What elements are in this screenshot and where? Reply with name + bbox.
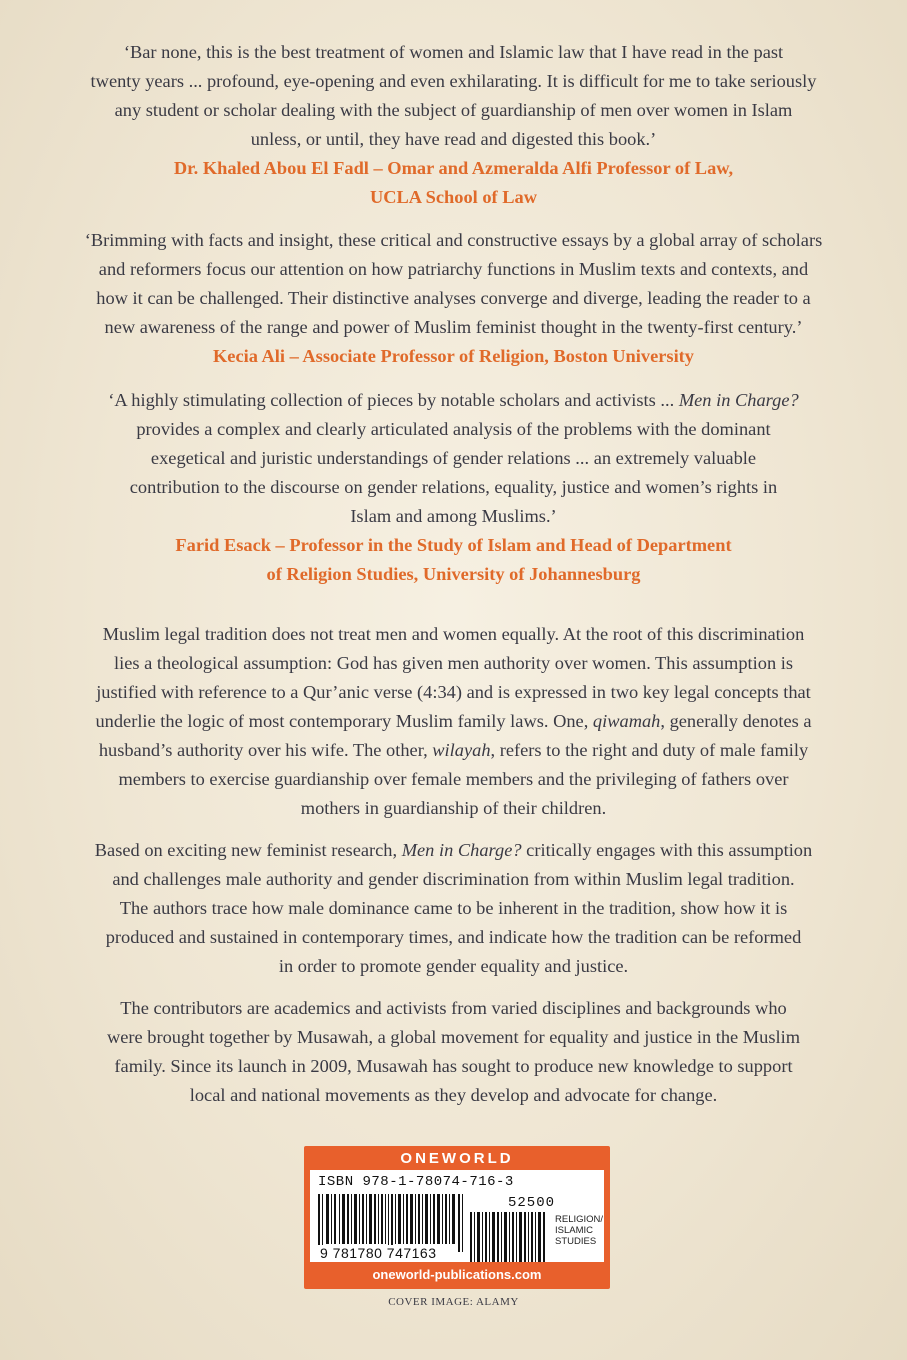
body-line: members to exercise guardianship over female members and the privileging of fathers over xyxy=(118,769,789,789)
barcode-badge xyxy=(304,1146,610,1289)
body-line: produced and sustained in contemporary times, and indicate how the tradition can be reformed xyxy=(105,927,802,947)
body-text: underlie the logic of most contemporary Muslim family laws. One, xyxy=(95,711,593,731)
quote-line: twenty years ... profound, eye-opening and even exhilarating. It is difficult for me to take seriously xyxy=(90,71,817,91)
body-text: Based on exciting new feminist research, xyxy=(94,840,402,860)
blurb-paragraph-1 xyxy=(52,620,855,823)
category-line: RELIGION/ xyxy=(555,1214,604,1225)
body-line: in order to promote gender equality and justice. xyxy=(278,956,629,976)
quote-attribution: of Religion Studies, University of Johannesburg xyxy=(266,564,641,584)
quote-abou-el-fadl xyxy=(52,38,855,212)
quote-attribution: UCLA School of Law xyxy=(369,187,538,207)
quote-line: any student or scholar dealing with the subject of guardianship of men over women in Islam xyxy=(114,100,793,120)
body-line: were brought together by Musawah, a global movement for equality and justice in the Muslim xyxy=(106,1027,801,1047)
quote-line xyxy=(52,386,855,415)
body-line xyxy=(52,836,855,865)
body-line: mothers in guardianship of their children. xyxy=(300,798,607,818)
body-line xyxy=(52,707,855,736)
publisher-logo: ONEWORLD xyxy=(400,1150,514,1167)
quote-line: and reformers focus our attention on how patriarchy functions in Muslim texts and contexts, and xyxy=(98,259,809,279)
quote-line: contribution to the discourse on gender relations, equality, justice and women’s rights in xyxy=(129,477,778,497)
isbn-text: ISBN 978-1-78074-716-3 xyxy=(318,1174,514,1190)
quote-attribution: Dr. Khaled Abou El Fadl – Omar and Azmeralda Alfi Professor of Law, xyxy=(173,158,734,178)
term-qiwamah: qiwamah xyxy=(592,711,661,731)
quote-line: new awareness of the range and power of Muslim feminist thought in the twenty-first century.’ xyxy=(104,317,803,337)
body-line: justified with reference to a Qur’anic verse (4:34) and is expressed in two key legal concepts that xyxy=(96,682,811,702)
blurb-paragraph-2 xyxy=(52,836,855,981)
body-line: local and national movements as they develop and advocate for change. xyxy=(189,1085,718,1105)
cover-image-credit: COVER IMAGE: ALAMY xyxy=(388,1296,519,1308)
body-line: The contributors are academics and activists from varied disciplines and backgrounds who xyxy=(120,998,787,1018)
body-line: and challenges male authority and gender discrimination from within Muslim legal tradition. xyxy=(112,869,795,889)
quote-line: ‘Brimming with facts and insight, these critical and constructive essays by a global array of scholars xyxy=(84,230,823,250)
quote-line: unless, or until, they have read and digested this book.’ xyxy=(250,129,657,149)
quote-line: exegetical and juristic understandings of gender relations ... an extremely valuable xyxy=(150,448,757,468)
body-line: The authors trace how male dominance came to be inherent in the tradition, show how it is xyxy=(119,898,788,918)
book-title: Men in Charge? xyxy=(678,390,799,410)
body-line: family. Since its launch in 2009, Musawah has sought to produce new knowledge to support xyxy=(114,1056,793,1076)
price-code: 52500 xyxy=(508,1195,556,1211)
body-text: , refers to the right and duty of male family xyxy=(490,740,809,760)
quote-line: how it can be challenged. Their distinctive analyses converge and diverge, leading the reader to a xyxy=(96,288,811,308)
barcode-icon xyxy=(318,1194,464,1252)
category-line: ISLAMIC xyxy=(555,1225,594,1236)
quote-farid-esack xyxy=(52,386,855,589)
quote-kecia-ali xyxy=(52,226,855,371)
body-line: Muslim legal tradition does not treat men and women equally. At the root of this discrimination xyxy=(102,624,805,644)
body-text: husband’s authority over his wife. The other, xyxy=(98,740,433,760)
quote-line: Islam and among Muslims.’ xyxy=(350,506,557,526)
barcode-panel xyxy=(310,1170,604,1262)
category-line: STUDIES xyxy=(555,1236,597,1247)
barcode-number: 9 781780 747163 xyxy=(320,1245,437,1261)
quote-attribution: Kecia Ali – Associate Professor of Religion, Boston University xyxy=(212,346,694,366)
body-text: , generally denotes a xyxy=(660,711,812,731)
body-text: critically engages with this assumption xyxy=(521,840,813,860)
publisher-website[interactable]: oneworld-publications.com xyxy=(372,1267,542,1282)
quote-line: provides a complex and clearly articulated analysis of the problems with the dominant xyxy=(136,419,771,439)
category-label xyxy=(555,1214,603,1247)
book-title: Men in Charge? xyxy=(401,840,522,860)
blurb-paragraph-3 xyxy=(52,994,855,1110)
body-line xyxy=(52,736,855,765)
quote-attribution: Farid Esack – Professor in the Study of Islam and Head of Department xyxy=(175,535,732,555)
term-wilayah: wilayah xyxy=(432,740,491,760)
quote-line: ‘Bar none, this is the best treatment of women and Islamic law that I have read in the past xyxy=(123,42,784,62)
price-barcode-icon xyxy=(470,1212,546,1262)
body-line: lies a theological assumption: God has given men authority over women. This assumption is xyxy=(114,653,793,673)
quote-text: ‘A highly stimulating collection of pieces by notable scholars and activists ... xyxy=(108,390,679,410)
